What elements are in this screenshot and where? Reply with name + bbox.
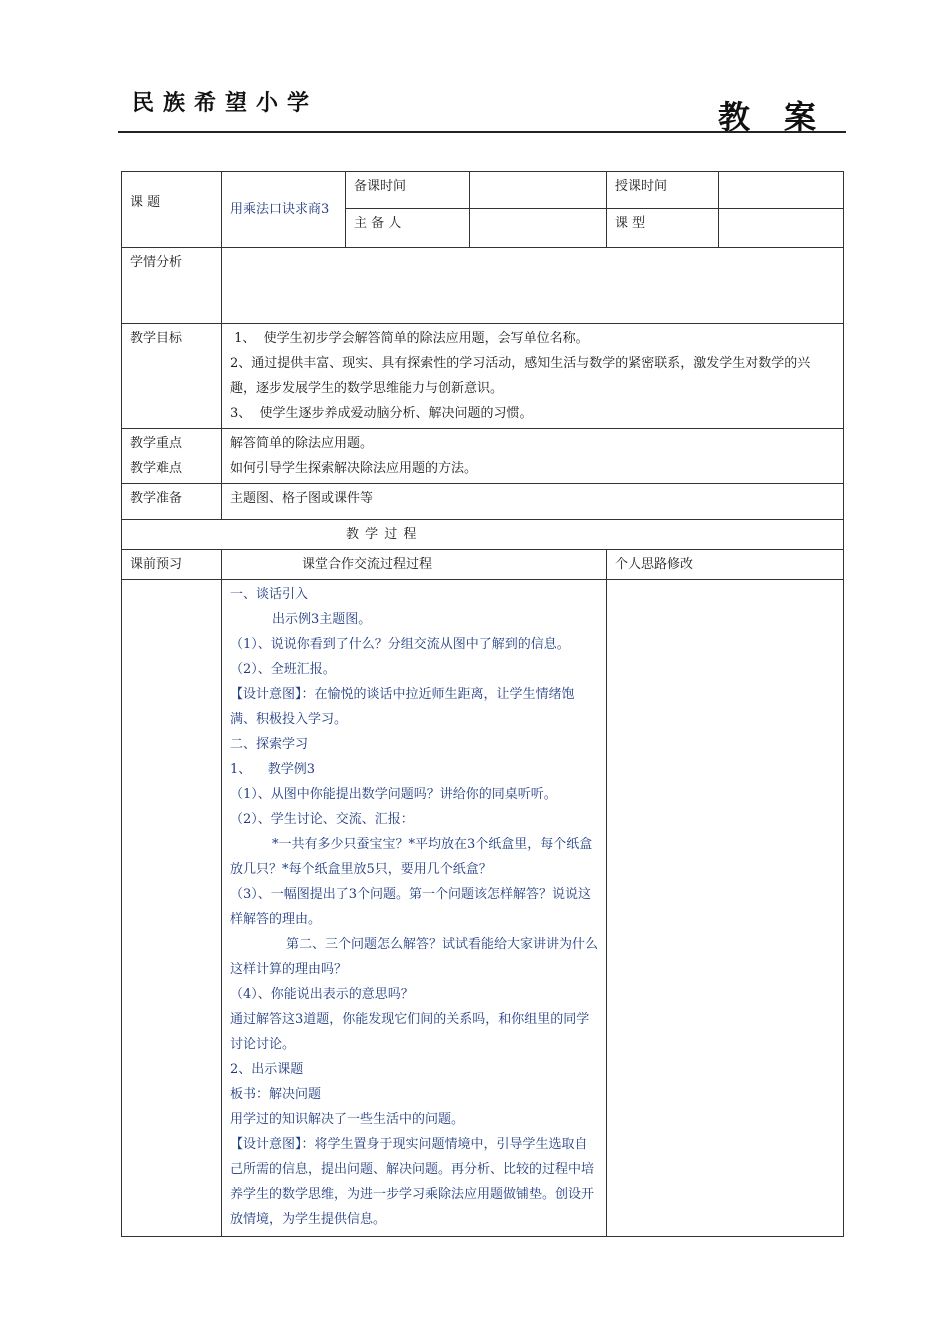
document-title: 教案 xyxy=(718,98,851,136)
process-line: （1）、从图中你能提出数学问题吗？讲给你的同桌听听。 xyxy=(230,787,557,802)
topic-value: 用乘法口诀求商3 xyxy=(222,172,346,248)
process-line: 一、谈话引入 xyxy=(230,587,309,602)
preparation-label: 教学准备 xyxy=(122,484,222,520)
focus-label: 教学重点 xyxy=(130,436,183,451)
lesson-type-label: 课 型 xyxy=(607,209,719,248)
analysis-label: 学情分析 xyxy=(122,248,222,324)
analysis-value xyxy=(222,248,844,324)
process-line: 二、探索学习 xyxy=(230,737,309,752)
personal-notes-cell xyxy=(607,580,844,1237)
process-line: （4）、你能说出表示的意思吗？ xyxy=(230,987,414,1002)
process-title-row xyxy=(122,520,844,550)
process-line: （1）、说说你看到了什么？分组交流从图中了解到的信息。 xyxy=(230,637,570,652)
difficulty-value: 如何引导学生探索解决除法应用题的方法。 xyxy=(230,461,478,476)
focus-value: 解答简单的除法应用题。 xyxy=(230,436,374,451)
process-line: 2、出示课题 xyxy=(230,1062,304,1077)
preparation-value: 主题图、格子图或课件等 xyxy=(222,484,844,520)
analysis-row xyxy=(122,248,844,324)
process-line: 用学过的知识解决了一些生活中的问题。 xyxy=(230,1112,465,1127)
process-title: 教 学 过 程 xyxy=(122,520,844,550)
classroom-process xyxy=(222,580,607,1237)
process-line: （3）、一幅图提出了3个问题。第一个问题该怎样解答？说说这样解答的理由。 xyxy=(230,887,592,927)
process-line: 1、 教学例3 xyxy=(230,762,316,777)
process-line: 出示例3主题图。 xyxy=(272,612,372,627)
preparer-label: 主 备 人 xyxy=(346,209,470,248)
topic-label: 课 题 xyxy=(122,172,222,248)
teach-time-label: 授课时间 xyxy=(607,172,719,209)
process-line: （2）、全班汇报。 xyxy=(230,662,336,677)
lesson-plan-table xyxy=(121,171,844,1237)
process-line: （2）、学生讨论、交流、汇报： xyxy=(230,812,414,827)
col-personal-header: 个人思路修改 xyxy=(607,550,844,580)
preparer-value xyxy=(470,209,607,248)
design-intent: 【设计意图】：将学生置身于现实问题情境中，引导学生选取自己所需的信息，提出问题、解决问题。再分析、比较的过程中培养学生的数学思维，为进一步学习乘除法应用题做铺垫。创设开放情境，为学生提供信息。 xyxy=(230,1137,595,1227)
info-row-1 xyxy=(122,172,844,209)
preparation-row xyxy=(122,484,844,520)
process-line: 第二、三个问题怎么解答？试试看能给大家讲讲为什么这样计算的理由吗？ xyxy=(230,937,599,977)
header-rule xyxy=(118,131,846,133)
lesson-type-value xyxy=(719,209,844,248)
key-points-row xyxy=(122,429,844,484)
process-line: 板书：解决问题 xyxy=(230,1087,322,1102)
goals-label: 教学目标 xyxy=(122,324,222,429)
col-preview-header: 课前预习 xyxy=(122,550,222,580)
goals-row xyxy=(122,324,844,429)
process-header-row xyxy=(122,550,844,580)
preview-cell xyxy=(122,580,222,1237)
goal-item: 1、 使学生初步学会解答简单的除法应用题，会写单位名称。 xyxy=(230,331,589,346)
process-line: *一共有多少只蚕宝宝？*平均放在3个纸盒里，每个纸盒放几只？*每个纸盒里放5只，要用几个纸盒？ xyxy=(230,837,593,877)
col-classroom-header: 课堂合作交流过程过程 xyxy=(222,550,607,580)
key-points-labels xyxy=(122,429,222,484)
goal-item: 3、 使学生逐步养成爱动脑分析、解决问题的习惯。 xyxy=(230,406,533,421)
design-intent: 【设计意图】：在愉悦的谈话中拉近师生距离，让学生情绪饱满、积极投入学习。 xyxy=(230,687,575,727)
process-line: 通过解答这3道题，你能发现它们间的关系吗，和你组里的同学讨论讨论。 xyxy=(230,1012,590,1052)
key-points-values xyxy=(222,429,844,484)
difficulty-label: 教学难点 xyxy=(130,461,183,476)
teach-time-value xyxy=(719,172,844,209)
prep-time-value xyxy=(470,172,607,209)
goals-content xyxy=(222,324,844,429)
prep-time-label: 备课时间 xyxy=(346,172,470,209)
process-body-row xyxy=(122,580,844,1237)
school-name: 民族希望小学 xyxy=(132,91,319,116)
goal-item: 2、通过提供丰富、现实、具有探索性的学习活动，感知生活与数学的紧密联系，激发学生对数学的兴趣，逐步发展学生的数学思维能力与创新意识。 xyxy=(230,356,811,396)
